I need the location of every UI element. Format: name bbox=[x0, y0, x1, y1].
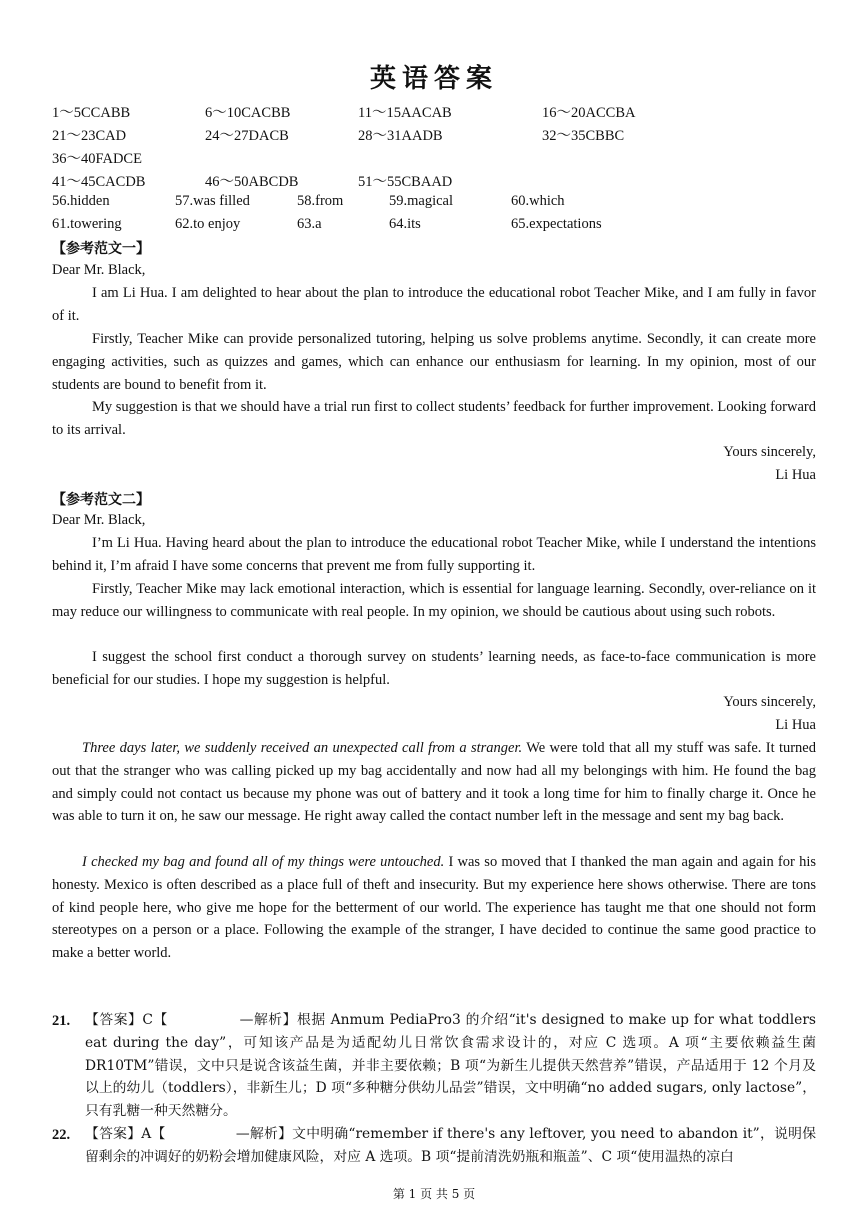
essay1-paragraph: Firstly, Teacher Mike can provide personalized tutoring, helping us solve problems anytime. Secondly, it can create more engaging activities, such as quizzes and games, which can enhance our enthusiasm for learning. In my opinion, most of our students are bound to benefit from it. bbox=[52, 331, 816, 393]
page-title: 英语答案 bbox=[369, 64, 498, 94]
essay2-paragraph: I suggest the school first conduct a thorough survey on students’ learning needs, as face-to-face communication is more beneficial for our studies. I hope my suggestion is helpful. bbox=[52, 649, 816, 688]
essay2-paragraph: I’m Li Hua. Having heard about the plan to introduce the educational robot Teacher Mike, while I understand the intentions behind it, I’m afraid I have some concerns that prevent me from fully supporting it. bbox=[52, 535, 816, 574]
answer-item: 11～15AACAB bbox=[358, 105, 452, 121]
question-explanation: 【答案】A【 —解析】文中明确“remember if there's any leftover, you need to abandon it”，说明保留剩余的冲调好的奶粉会增加健康风险，对应 A 选项。B 项“提前清洗奶瓶和瓶盖”、C 项“使用温热的凉白 bbox=[85, 1126, 816, 1165]
essay1-closing: Yours sincerely, bbox=[723, 444, 816, 460]
continuation-body: We were told that all my stuff was safe. It turned out that the stranger who was calling picked up my bag accidentally and now had all my belongings with him. He found the bag and simply could not contact us because my phone was out of battery and it took a long time for him to finally charge it. Once he was able to turn it on, he saw our message. He right away called the contact number left in the message and sent my bag back. bbox=[52, 740, 816, 825]
essay2-salutation: Dear Mr. Black, bbox=[52, 512, 146, 528]
answer-item: 51～55CBAAD bbox=[358, 174, 453, 190]
answer-item: 36～40FADCE bbox=[52, 151, 142, 167]
answer-item: 63.a bbox=[297, 216, 322, 232]
answer-item: 1～5CCABB bbox=[52, 105, 131, 121]
continuation-paragraph bbox=[52, 737, 816, 828]
question-number: 21. bbox=[52, 1013, 71, 1029]
essay2-closing: Yours sincerely, bbox=[723, 694, 816, 710]
answer-item: 64.its bbox=[389, 216, 421, 232]
answer-row bbox=[52, 101, 832, 123]
answer-item: 62.to enjoy bbox=[175, 216, 241, 232]
continuation-lead-sentence: Three days later, we suddenly received an unexpected call from a stranger. bbox=[82, 740, 523, 756]
essay1-heading: 【参考范文一】 bbox=[52, 241, 150, 257]
answer-item: 56.hidden bbox=[52, 193, 110, 209]
answer-item: 21～23CAD bbox=[52, 128, 127, 144]
answer-row bbox=[52, 147, 832, 169]
essay1-paragraph: My suggestion is that we should have a trial run first to collect students’ feedback for further improvement. Looking forward to its arrival. bbox=[52, 399, 816, 438]
answer-item: 59.magical bbox=[389, 193, 454, 209]
essay1-signature: Li Hua bbox=[775, 467, 816, 483]
question-number: 22. bbox=[52, 1127, 71, 1143]
answer-item: 6～10CACBB bbox=[205, 105, 291, 121]
answer-row bbox=[52, 170, 832, 192]
answer-item: 61.towering bbox=[52, 216, 122, 232]
continuation-body: I was so moved that I thanked the man again and again for his honesty. Mexico is often described as a place full of theft and insecurity. But my experience here shows otherwise. There are tons of kind people here, who give me hope for the betterment of our world. The experience has taught me that one should not form stereotypes on a person or a place. Following the example of the stranger, I have decided to continue the same good practice to make a better world. bbox=[52, 854, 817, 962]
answer-item: 60.which bbox=[511, 193, 565, 209]
essay1-salutation: Dear Mr. Black, bbox=[52, 262, 146, 278]
page-footer: 第 1 页 共 5 页 bbox=[392, 1187, 476, 1201]
answer-row bbox=[52, 124, 832, 146]
continuation-lead-sentence: I checked my bag and found all of my things were untouched. bbox=[82, 854, 445, 870]
essay2-heading: 【参考范文二】 bbox=[52, 492, 150, 508]
answer-row bbox=[52, 193, 832, 215]
continuation-paragraph bbox=[52, 851, 816, 965]
answer-item: 46～50ABCDB bbox=[205, 174, 299, 190]
answer-item: 16～20ACCBA bbox=[542, 105, 636, 121]
essay1-paragraph: I am Li Hua. I am delighted to hear about the plan to introduce the educational robot Teacher Mike, and I am fully in favor of it. bbox=[52, 285, 816, 324]
answer-row bbox=[52, 216, 832, 238]
answer-item: 65.expectations bbox=[511, 216, 602, 232]
answer-item: 32～35CBBC bbox=[542, 128, 625, 144]
essay2-paragraph: Firstly, Teacher Mike may lack emotional interaction, which is essential for language learning. Secondly, over-reliance on it may reduce our willingness to communicate with real people. In my opinion, we should be cautious about using such robots. bbox=[52, 581, 816, 620]
answer-item: 24～27DACB bbox=[205, 128, 289, 144]
answer-item: 41～45CACDB bbox=[52, 174, 146, 190]
essay2-signature: Li Hua bbox=[775, 717, 816, 733]
answer-item: 58.from bbox=[297, 193, 344, 209]
answer-item: 57.was filled bbox=[175, 193, 250, 209]
question-explanation: 【答案】C【 —解析】根据 Anmum PediaPro3 的介绍“it's designed to make up for what toddlers eat during the day”，可知该产品是为适配幼儿日常饮食需求设计的，对应 C 选项。A 项“主要依赖益生菌 DR10TM”错误，文中只是说含该益生菌，并非主要依赖；B 项“为新生儿提供天然营养”错误，产品适用于 12 个月及以上的幼儿（toddlers），非新生儿；D 项“多种糖分供幼儿品尝”错误，文中明确“no added sugars, only lactose”，只有乳糖一种天然糖分。 bbox=[85, 1012, 816, 1120]
answer-item: 28～31AADB bbox=[358, 128, 443, 144]
